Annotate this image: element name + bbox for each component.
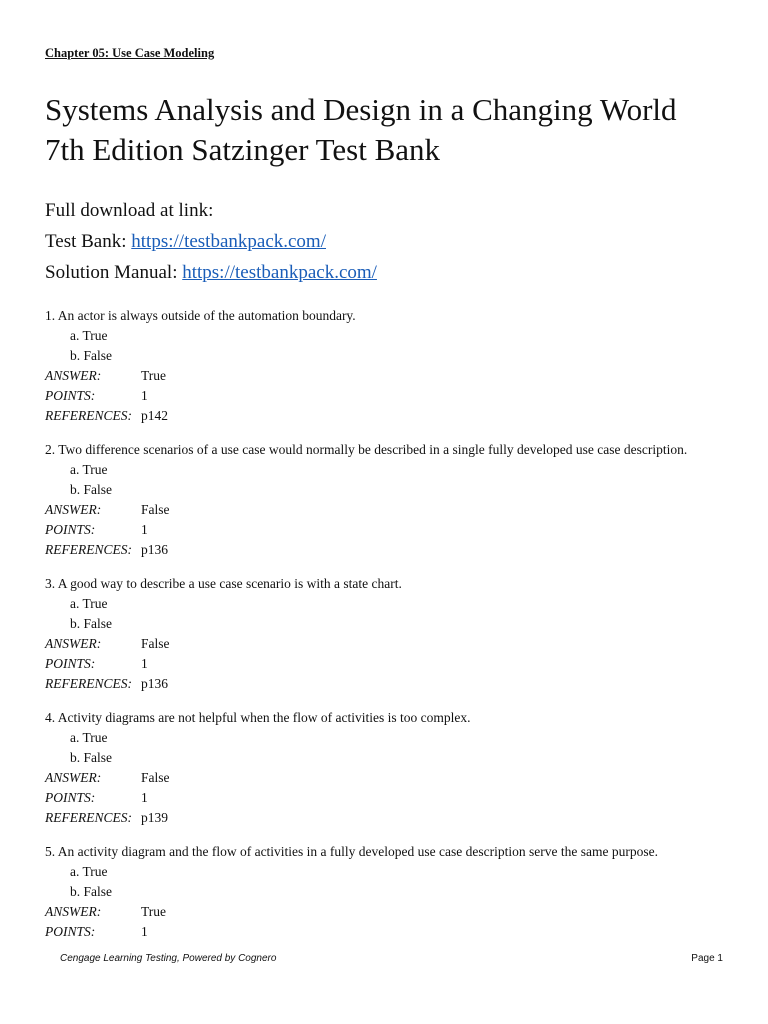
answer-label: ANSWER: [45,904,102,919]
answer-value: True [141,904,167,919]
option-b: b. False [70,750,112,765]
question-3 [45,574,745,694]
solution-manual-line [45,260,377,291]
option-b: b. False [70,616,112,631]
points-row [45,788,745,808]
page-number: Page 1 [691,953,723,964]
footer-credit: Cengage Learning Testing, Powered by Cognero [60,953,277,964]
answer-label: ANSWER: [45,502,102,517]
option-a: a. True [70,596,108,611]
question-stem: 1. An actor is always outside of the automation boundary. [45,308,356,323]
question-stem: 4. Activity diagrams are not helpful when the flow of activities is too complex. [45,710,471,725]
test-bank-line [45,229,377,260]
references-label: REFERENCES: [45,676,132,691]
references-value: p139 [141,810,168,825]
points-value: 1 [141,656,148,671]
question-5 [45,842,745,942]
question-stem: 3. A good way to describe a use case scenario is with a state chart. [45,576,402,591]
question-1 [45,306,745,426]
title-line-1: Systems Analysis and Design in a Changing World [45,92,677,127]
option-a: a. True [70,462,108,477]
page-footer [60,953,723,964]
references-row [45,674,745,694]
references-label: REFERENCES: [45,542,132,557]
points-value: 1 [141,924,148,939]
option-a: a. True [70,730,108,745]
points-value: 1 [141,522,148,537]
points-value: 1 [141,388,148,403]
points-label: POINTS: [45,388,96,403]
points-value: 1 [141,790,148,805]
question-stem: 2. Two difference scenarios of a use case would normally be described in a single fully developed use case description. [45,442,688,457]
points-row [45,654,745,674]
answer-row [45,902,745,922]
points-row [45,922,745,942]
points-label: POINTS: [45,790,96,805]
points-label: POINTS: [45,656,96,671]
answer-value: False [141,636,170,651]
points-row [45,386,745,406]
answer-row [45,768,745,788]
test-bank-link[interactable]: https://testbankpack.com/ [131,231,326,252]
solution-manual-link[interactable]: https://testbankpack.com/ [182,262,377,283]
download-intro: Full download at link: [45,200,214,221]
page-title [45,90,745,170]
references-label: REFERENCES: [45,408,132,423]
title-line-2: 7th Edition Satzinger Test Bank [45,132,441,167]
answer-value: False [141,502,170,517]
answer-label: ANSWER: [45,368,102,383]
question-list [45,306,745,956]
answer-row [45,366,745,386]
answer-value: True [141,368,167,383]
test-bank-label: Test Bank: [45,231,132,252]
option-a: a. True [70,328,108,343]
answer-label: ANSWER: [45,636,102,651]
question-stem: 5. An activity diagram and the flow of activities in a fully developed use case description serve the same purpose. [45,844,658,859]
answer-row [45,500,745,520]
answer-value: False [141,770,170,785]
references-row [45,808,745,828]
answer-row [45,634,745,654]
download-links [45,198,377,291]
question-4 [45,708,745,828]
points-row [45,520,745,540]
references-row [45,540,745,560]
points-label: POINTS: [45,522,96,537]
references-row [45,406,745,426]
answer-label: ANSWER: [45,770,102,785]
references-value: p136 [141,542,168,557]
chapter-heading: Chapter 05: Use Case Modeling [45,46,215,60]
references-label: REFERENCES: [45,810,132,825]
references-value: p136 [141,676,168,691]
option-a: a. True [70,864,108,879]
option-b: b. False [70,884,112,899]
points-label: POINTS: [45,924,96,939]
references-value: p142 [141,408,168,423]
option-b: b. False [70,482,112,497]
question-2 [45,440,745,560]
solution-manual-label: Solution Manual: [45,262,183,283]
option-b: b. False [70,348,112,363]
